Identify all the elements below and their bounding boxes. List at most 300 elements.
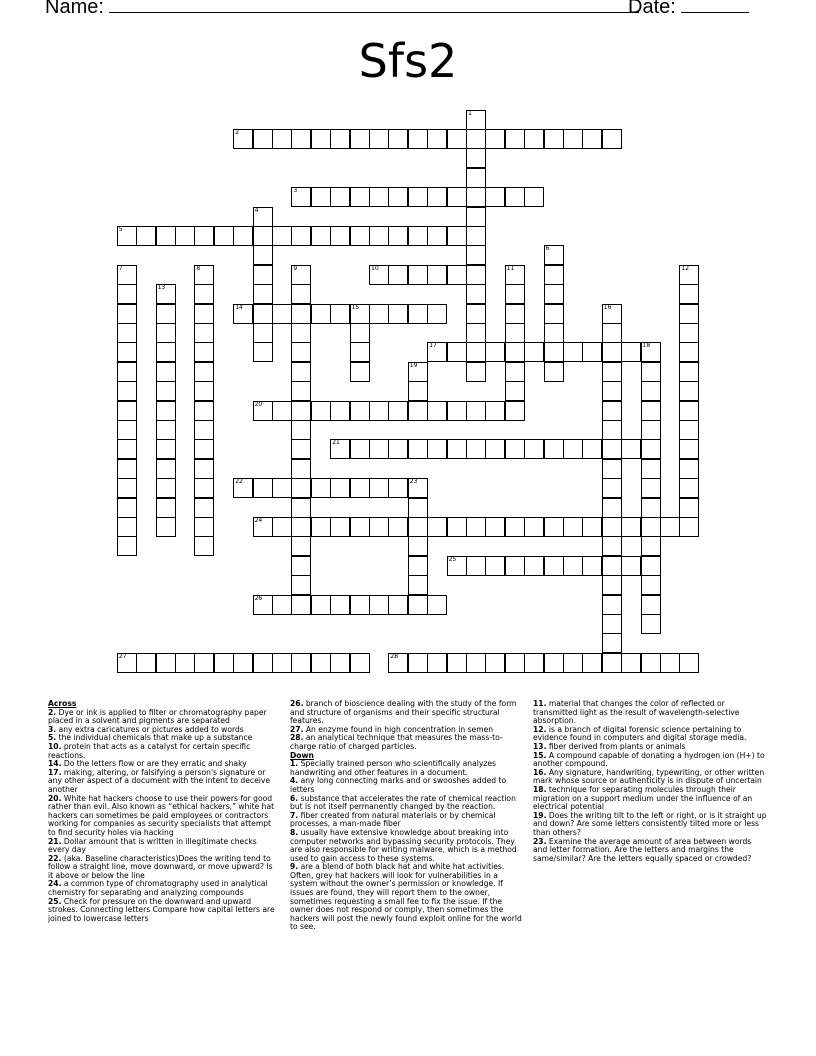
grid-cell[interactable]: [272, 517, 292, 537]
grid-cell[interactable]: [117, 459, 137, 479]
grid-cell[interactable]: [505, 401, 525, 421]
grid-cell[interactable]: [447, 187, 467, 207]
grid-cell[interactable]: [466, 556, 486, 576]
grid-cell[interactable]: [388, 653, 408, 673]
grid-cell[interactable]: [350, 187, 370, 207]
grid-cell[interactable]: [641, 556, 661, 576]
grid-cell[interactable]: [505, 381, 525, 401]
grid-cell[interactable]: [563, 653, 583, 673]
grid-cell[interactable]: [466, 187, 486, 207]
grid-cell[interactable]: [117, 439, 137, 459]
grid-cell[interactable]: [136, 226, 156, 246]
grid-cell[interactable]: [485, 187, 505, 207]
grid-cell[interactable]: [233, 129, 253, 149]
grid-cell[interactable]: [156, 226, 176, 246]
grid-cell[interactable]: [388, 401, 408, 421]
grid-cell[interactable]: [447, 265, 467, 285]
grid-cell[interactable]: [330, 478, 350, 498]
grid-cell[interactable]: [253, 207, 273, 227]
grid-cell[interactable]: [524, 439, 544, 459]
grid-cell[interactable]: [602, 633, 622, 653]
grid-cell[interactable]: [466, 362, 486, 382]
grid-cell[interactable]: [544, 653, 564, 673]
grid-cell[interactable]: [117, 323, 137, 343]
grid-cell[interactable]: [117, 265, 137, 285]
grid-cell[interactable]: [602, 439, 622, 459]
grid-cell[interactable]: [311, 401, 331, 421]
grid-cell[interactable]: [194, 420, 214, 440]
grid-cell[interactable]: [679, 284, 699, 304]
grid-cell[interactable]: [447, 226, 467, 246]
grid-cell[interactable]: [350, 323, 370, 343]
grid-cell[interactable]: [505, 556, 525, 576]
grid-cell[interactable]: [156, 459, 176, 479]
grid-cell[interactable]: [660, 517, 680, 537]
grid-cell[interactable]: [485, 439, 505, 459]
grid-cell[interactable]: [544, 265, 564, 285]
grid-cell[interactable]: [602, 556, 622, 576]
grid-cell[interactable]: [194, 362, 214, 382]
grid-cell[interactable]: [505, 284, 525, 304]
grid-cell[interactable]: [253, 323, 273, 343]
grid-cell[interactable]: [369, 187, 389, 207]
grid-cell[interactable]: [369, 439, 389, 459]
grid-cell[interactable]: [544, 362, 564, 382]
grid-cell[interactable]: [427, 304, 447, 324]
grid-cell[interactable]: [602, 575, 622, 595]
grid-cell[interactable]: [136, 653, 156, 673]
grid-cell[interactable]: [388, 439, 408, 459]
grid-cell[interactable]: [505, 304, 525, 324]
grid-cell[interactable]: [602, 342, 622, 362]
grid-cell[interactable]: [253, 265, 273, 285]
grid-cell[interactable]: [253, 129, 273, 149]
grid-cell[interactable]: [350, 226, 370, 246]
grid-cell[interactable]: [369, 401, 389, 421]
grid-cell[interactable]: [447, 653, 467, 673]
grid-cell[interactable]: [233, 478, 253, 498]
grid-cell[interactable]: [272, 653, 292, 673]
grid-cell[interactable]: [369, 226, 389, 246]
grid-cell[interactable]: [156, 304, 176, 324]
grid-cell[interactable]: [156, 420, 176, 440]
grid-cell[interactable]: [602, 536, 622, 556]
grid-cell[interactable]: [427, 129, 447, 149]
grid-cell[interactable]: [485, 556, 505, 576]
grid-cell[interactable]: [447, 129, 467, 149]
grid-cell[interactable]: [291, 498, 311, 518]
grid-cell[interactable]: [408, 498, 428, 518]
grid-cell[interactable]: [466, 304, 486, 324]
grid-cell[interactable]: [602, 614, 622, 634]
grid-cell[interactable]: [582, 517, 602, 537]
grid-cell[interactable]: [350, 478, 370, 498]
grid-cell[interactable]: [369, 129, 389, 149]
grid-cell[interactable]: [427, 187, 447, 207]
grid-cell[interactable]: [291, 129, 311, 149]
grid-cell[interactable]: [602, 362, 622, 382]
grid-cell[interactable]: [253, 595, 273, 615]
grid-cell[interactable]: [485, 401, 505, 421]
grid-cell[interactable]: [156, 439, 176, 459]
grid-cell[interactable]: [253, 245, 273, 265]
grid-cell[interactable]: [524, 556, 544, 576]
grid-cell[interactable]: [253, 226, 273, 246]
grid-cell[interactable]: [544, 323, 564, 343]
grid-cell[interactable]: [272, 129, 292, 149]
grid-cell[interactable]: [602, 401, 622, 421]
grid-cell[interactable]: [408, 439, 428, 459]
grid-cell[interactable]: [505, 187, 525, 207]
grid-cell[interactable]: [194, 498, 214, 518]
grid-cell[interactable]: [311, 304, 331, 324]
grid-cell[interactable]: [194, 381, 214, 401]
grid-cell[interactable]: [466, 401, 486, 421]
grid-cell[interactable]: [350, 439, 370, 459]
grid-cell[interactable]: [117, 536, 137, 556]
grid-cell[interactable]: [485, 653, 505, 673]
grid-cell[interactable]: [350, 342, 370, 362]
grid-cell[interactable]: [330, 129, 350, 149]
grid-cell[interactable]: [311, 517, 331, 537]
grid-cell[interactable]: [350, 129, 370, 149]
grid-cell[interactable]: [156, 323, 176, 343]
grid-cell[interactable]: [621, 556, 641, 576]
grid-cell[interactable]: [291, 556, 311, 576]
grid-cell[interactable]: [214, 226, 234, 246]
grid-cell[interactable]: [272, 478, 292, 498]
grid-cell[interactable]: [194, 342, 214, 362]
grid-cell[interactable]: [602, 498, 622, 518]
grid-cell[interactable]: [291, 439, 311, 459]
grid-cell[interactable]: [485, 129, 505, 149]
grid-cell[interactable]: [563, 517, 583, 537]
grid-cell[interactable]: [194, 401, 214, 421]
grid-cell[interactable]: [466, 265, 486, 285]
grid-cell[interactable]: [408, 187, 428, 207]
grid-cell[interactable]: [427, 226, 447, 246]
grid-cell[interactable]: [117, 478, 137, 498]
grid-cell[interactable]: [505, 129, 525, 149]
grid-cell[interactable]: [447, 439, 467, 459]
grid-cell[interactable]: [602, 459, 622, 479]
grid-cell[interactable]: [117, 342, 137, 362]
grid-cell[interactable]: [291, 362, 311, 382]
grid-cell[interactable]: [679, 265, 699, 285]
grid-cell[interactable]: [427, 595, 447, 615]
grid-cell[interactable]: [679, 323, 699, 343]
grid-cell[interactable]: [291, 265, 311, 285]
grid-cell[interactable]: [505, 323, 525, 343]
grid-cell[interactable]: [253, 284, 273, 304]
grid-cell[interactable]: [641, 614, 661, 634]
grid-cell[interactable]: [408, 381, 428, 401]
grid-cell[interactable]: [544, 439, 564, 459]
grid-cell[interactable]: [194, 536, 214, 556]
grid-cell[interactable]: [388, 304, 408, 324]
grid-cell[interactable]: [350, 653, 370, 673]
grid-cell[interactable]: [175, 653, 195, 673]
grid-cell[interactable]: [679, 381, 699, 401]
grid-cell[interactable]: [679, 420, 699, 440]
grid-cell[interactable]: [117, 226, 137, 246]
grid-cell[interactable]: [544, 556, 564, 576]
grid-cell[interactable]: [466, 245, 486, 265]
grid-cell[interactable]: [602, 595, 622, 615]
grid-cell[interactable]: [485, 342, 505, 362]
grid-cell[interactable]: [679, 342, 699, 362]
grid-cell[interactable]: [641, 595, 661, 615]
grid-cell[interactable]: [175, 226, 195, 246]
grid-cell[interactable]: [194, 439, 214, 459]
grid-cell[interactable]: [330, 401, 350, 421]
grid-cell[interactable]: [291, 284, 311, 304]
grid-cell[interactable]: [641, 362, 661, 382]
grid-cell[interactable]: [408, 595, 428, 615]
grid-cell[interactable]: [563, 556, 583, 576]
grid-cell[interactable]: [408, 536, 428, 556]
grid-cell[interactable]: [291, 459, 311, 479]
grid-cell[interactable]: [233, 226, 253, 246]
grid-cell[interactable]: [272, 226, 292, 246]
grid-cell[interactable]: [350, 362, 370, 382]
grid-cell[interactable]: [505, 439, 525, 459]
grid-cell[interactable]: [156, 284, 176, 304]
grid-cell[interactable]: [447, 401, 467, 421]
grid-cell[interactable]: [466, 207, 486, 227]
grid-cell[interactable]: [563, 439, 583, 459]
grid-cell[interactable]: [330, 439, 350, 459]
grid-cell[interactable]: [582, 129, 602, 149]
grid-cell[interactable]: [253, 478, 273, 498]
grid-cell[interactable]: [408, 575, 428, 595]
grid-cell[interactable]: [602, 129, 622, 149]
grid-cell[interactable]: [291, 304, 311, 324]
grid-cell[interactable]: [447, 342, 467, 362]
grid-cell[interactable]: [330, 304, 350, 324]
grid-cell[interactable]: [291, 478, 311, 498]
grid-cell[interactable]: [194, 323, 214, 343]
grid-cell[interactable]: [194, 459, 214, 479]
grid-cell[interactable]: [291, 323, 311, 343]
grid-cell[interactable]: [466, 323, 486, 343]
grid-cell[interactable]: [194, 226, 214, 246]
grid-cell[interactable]: [408, 129, 428, 149]
grid-cell[interactable]: [524, 653, 544, 673]
grid-cell[interactable]: [524, 517, 544, 537]
grid-cell[interactable]: [291, 226, 311, 246]
grid-cell[interactable]: [621, 517, 641, 537]
grid-cell[interactable]: [330, 595, 350, 615]
grid-cell[interactable]: [641, 439, 661, 459]
grid-cell[interactable]: [505, 362, 525, 382]
grid-cell[interactable]: [641, 517, 661, 537]
grid-cell[interactable]: [194, 284, 214, 304]
grid-cell[interactable]: [388, 226, 408, 246]
grid-cell[interactable]: [291, 401, 311, 421]
grid-cell[interactable]: [117, 304, 137, 324]
grid-cell[interactable]: [233, 304, 253, 324]
grid-cell[interactable]: [156, 381, 176, 401]
grid-cell[interactable]: [485, 517, 505, 537]
grid-cell[interactable]: [427, 653, 447, 673]
grid-cell[interactable]: [388, 265, 408, 285]
grid-cell[interactable]: [350, 401, 370, 421]
grid-cell[interactable]: [544, 304, 564, 324]
grid-cell[interactable]: [253, 517, 273, 537]
grid-cell[interactable]: [505, 517, 525, 537]
grid-cell[interactable]: [156, 517, 176, 537]
grid-cell[interactable]: [350, 517, 370, 537]
grid-cell[interactable]: [369, 595, 389, 615]
grid-cell[interactable]: [544, 342, 564, 362]
grid-cell[interactable]: [291, 420, 311, 440]
grid-cell[interactable]: [369, 265, 389, 285]
grid-cell[interactable]: [117, 498, 137, 518]
grid-cell[interactable]: [582, 653, 602, 673]
grid-cell[interactable]: [679, 459, 699, 479]
grid-cell[interactable]: [156, 362, 176, 382]
grid-cell[interactable]: [388, 129, 408, 149]
grid-cell[interactable]: [291, 595, 311, 615]
grid-cell[interactable]: [117, 401, 137, 421]
grid-cell[interactable]: [660, 653, 680, 673]
grid-cell[interactable]: [602, 420, 622, 440]
grid-cell[interactable]: [408, 265, 428, 285]
grid-cell[interactable]: [602, 304, 622, 324]
grid-cell[interactable]: [117, 381, 137, 401]
grid-cell[interactable]: [427, 401, 447, 421]
grid-cell[interactable]: [117, 284, 137, 304]
grid-cell[interactable]: [408, 478, 428, 498]
grid-cell[interactable]: [253, 401, 273, 421]
grid-cell[interactable]: [679, 653, 699, 673]
grid-cell[interactable]: [641, 401, 661, 421]
grid-cell[interactable]: [311, 478, 331, 498]
grid-cell[interactable]: [544, 245, 564, 265]
grid-cell[interactable]: [641, 342, 661, 362]
grid-cell[interactable]: [194, 304, 214, 324]
grid-cell[interactable]: [408, 304, 428, 324]
grid-cell[interactable]: [466, 653, 486, 673]
grid-cell[interactable]: [582, 439, 602, 459]
grid-cell[interactable]: [330, 226, 350, 246]
grid-cell[interactable]: [291, 575, 311, 595]
grid-cell[interactable]: [311, 187, 331, 207]
grid-cell[interactable]: [427, 342, 447, 362]
grid-cell[interactable]: [156, 478, 176, 498]
grid-cell[interactable]: [582, 342, 602, 362]
grid-cell[interactable]: [427, 439, 447, 459]
grid-cell[interactable]: [388, 187, 408, 207]
grid-cell[interactable]: [466, 168, 486, 188]
grid-cell[interactable]: [466, 110, 486, 130]
grid-cell[interactable]: [679, 362, 699, 382]
grid-cell[interactable]: [563, 129, 583, 149]
grid-cell[interactable]: [408, 517, 428, 537]
grid-cell[interactable]: [505, 342, 525, 362]
grid-cell[interactable]: [253, 304, 273, 324]
grid-cell[interactable]: [117, 517, 137, 537]
grid-cell[interactable]: [291, 517, 311, 537]
grid-cell[interactable]: [641, 653, 661, 673]
grid-cell[interactable]: [427, 265, 447, 285]
grid-cell[interactable]: [641, 420, 661, 440]
grid-cell[interactable]: [156, 342, 176, 362]
grid-cell[interactable]: [582, 556, 602, 576]
grid-cell[interactable]: [156, 401, 176, 421]
grid-cell[interactable]: [194, 265, 214, 285]
grid-cell[interactable]: [679, 439, 699, 459]
grid-cell[interactable]: [311, 129, 331, 149]
grid-cell[interactable]: [311, 595, 331, 615]
grid-cell[interactable]: [544, 284, 564, 304]
grid-cell[interactable]: [388, 595, 408, 615]
grid-cell[interactable]: [505, 653, 525, 673]
grid-cell[interactable]: [194, 653, 214, 673]
grid-cell[interactable]: [679, 498, 699, 518]
grid-cell[interactable]: [602, 381, 622, 401]
grid-cell[interactable]: [524, 342, 544, 362]
grid-cell[interactable]: [156, 653, 176, 673]
grid-cell[interactable]: [194, 478, 214, 498]
grid-cell[interactable]: [466, 129, 486, 149]
grid-cell[interactable]: [621, 342, 641, 362]
grid-cell[interactable]: [194, 517, 214, 537]
grid-cell[interactable]: [408, 556, 428, 576]
grid-cell[interactable]: [291, 381, 311, 401]
grid-cell[interactable]: [505, 265, 525, 285]
grid-cell[interactable]: [679, 304, 699, 324]
grid-cell[interactable]: [544, 129, 564, 149]
grid-cell[interactable]: [253, 653, 273, 673]
grid-cell[interactable]: [679, 478, 699, 498]
grid-cell[interactable]: [272, 595, 292, 615]
grid-cell[interactable]: [350, 304, 370, 324]
grid-cell[interactable]: [408, 226, 428, 246]
grid-cell[interactable]: [117, 653, 137, 673]
grid-cell[interactable]: [350, 595, 370, 615]
grid-cell[interactable]: [117, 420, 137, 440]
grid-cell[interactable]: [602, 517, 622, 537]
grid-cell[interactable]: [311, 653, 331, 673]
grid-cell[interactable]: [388, 517, 408, 537]
grid-cell[interactable]: [563, 342, 583, 362]
grid-cell[interactable]: [272, 304, 292, 324]
grid-cell[interactable]: [388, 478, 408, 498]
grid-cell[interactable]: [621, 653, 641, 673]
grid-cell[interactable]: [291, 187, 311, 207]
grid-cell[interactable]: [117, 362, 137, 382]
grid-cell[interactable]: [679, 517, 699, 537]
grid-cell[interactable]: [602, 653, 622, 673]
grid-cell[interactable]: [214, 653, 234, 673]
grid-cell[interactable]: [330, 517, 350, 537]
grid-cell[interactable]: [253, 342, 273, 362]
grid-cell[interactable]: [466, 439, 486, 459]
grid-cell[interactable]: [272, 401, 292, 421]
grid-cell[interactable]: [291, 536, 311, 556]
grid-cell[interactable]: [641, 459, 661, 479]
grid-cell[interactable]: [369, 304, 389, 324]
grid-cell[interactable]: [524, 129, 544, 149]
grid-cell[interactable]: [466, 284, 486, 304]
grid-cell[interactable]: [330, 653, 350, 673]
grid-cell[interactable]: [641, 381, 661, 401]
grid-cell[interactable]: [291, 342, 311, 362]
grid-cell[interactable]: [524, 187, 544, 207]
grid-cell[interactable]: [641, 536, 661, 556]
